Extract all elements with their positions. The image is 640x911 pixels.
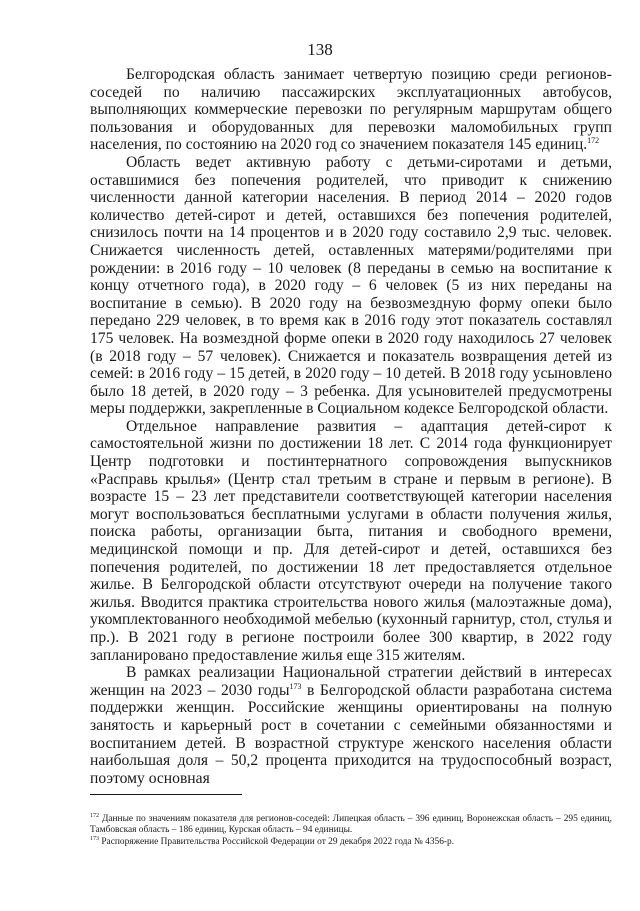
paragraph-adaptation xyxy=(90,418,612,664)
paragraph-text: Отдельное направление развития – адаптация детей-сирот к самостоятельной жизни по достижении 18 лет. С 2014 года функционирует Центр подготовки и постинтернатного сопровождения выпускников «Расправь крылья» (Центр стал третьим в стране и первым в регионе). В возрасте 15 – 23 лет представители соответствующей категории населения могут воспользоваться бесплатными услугами в области получения жилья, поиска работы, организации быта, питания и свободного времени, медицинской помощи и пр. Для детей-сирот и детей, оставшихся без попечения родителей, по достижении 18 лет предоставляется отдельное жилье. В Белгородской области отсутствуют очереди на получение такого жилья. Вводится практика строительства нового жилья (малоэтажные дома), укомплектованного необходимой мебелью (кухонный гарнитур, стол, стулья и пр.). В 2021 году в регионе построили более 300 квартир, в 2022 году запланировано предоставление жилья еще 315 жителям. xyxy=(90,417,612,664)
footnote-text: Распоряжение Правительства Российской Федерации от 29 декабря 2022 года № 4356-р. xyxy=(99,836,455,847)
page-number: 138 xyxy=(307,40,333,59)
footnote-number: 172 xyxy=(90,812,99,819)
footnote-172 xyxy=(90,814,612,837)
paragraph-text: Белгородская область занимает четвертую позицию среди регионов-соседей по наличию пассажирских эксплуатационных автобусов, выполняющих коммерческие перевозки по регулярным маршрутам общего пользования и оборудованных для перевозки маломобильных групп населения, по состоянию на 2020 год со значением показателя 145 единиц. xyxy=(90,66,612,154)
footnote-separator xyxy=(90,794,242,795)
footnote-ref-173: 173 xyxy=(289,681,302,691)
paragraph-women-strategy xyxy=(90,664,612,787)
footnote-text: Данные по значениям показателя для регионов-соседей: Липецкая область – 396 единиц, Воронежская область – 295 единиц, Тамбовская область – 186 единиц, Курская область – 94 единицы. xyxy=(90,814,612,836)
body-text xyxy=(90,66,612,787)
footnotes xyxy=(90,814,612,848)
footnote-173 xyxy=(90,837,612,848)
paragraph-orphans xyxy=(90,154,612,418)
footnote-number: 173 xyxy=(90,835,99,842)
paragraph-text-before: В рамках реализации Национальной стратегии действий в интересах женщин на 2023 – 2030 годы xyxy=(90,664,612,699)
paragraph-bus-transport xyxy=(90,66,612,154)
footnote-ref-172: 172 xyxy=(587,136,600,146)
paragraph-text: Область ведет активную работу с детьми-сиротами и детьми, оставшимися без попечения родителей, что приводит к снижению численности данной категории населения. В период 2014 – 2020 годов количество детей-сирот и детей, оставшихся без попечения родителей, снизилось почти на 14 процентов и в 2020 году составило 2,9 тыс. человек. Снижается численность детей, оставленных матерями/родителями при рождении: в 2016 году – 10 человек (8 переданы в семью на воспитание к концу отчетного года), в 2020 году – 6 человек (5 из них переданы на воспитание в семью). В 2020 году на безвозмездную форму опеки было передано 229 человек, в то время как в 2016 году этот показатель составлял 175 человек. На возмездной форме опеки в 2020 году находилось 27 человек (в 2018 году – 57 человек). Снижается и показатель возвращения детей из семей: в 2016 году – 15 детей, в 2020 году – 10 детей. В 2018 году усыновлено было 18 детей, в 2020 году – 3 ребенка. Для усыновителей предусмотрены меры поддержки, закрепленные в Социальном кодексе Белгородской области. xyxy=(90,153,612,418)
paragraph-text-after: в Белгородской области разработана система поддержки женщин. Российские женщины ориентированы на полную занятость и карьерный рост в сочетании с семейными обязанностями и воспитанием детей. В возрастной структуре женского населения области наибольшая доля – 50,2 процента приходится на трудоспособный возраст, поэтому основная xyxy=(90,681,612,787)
